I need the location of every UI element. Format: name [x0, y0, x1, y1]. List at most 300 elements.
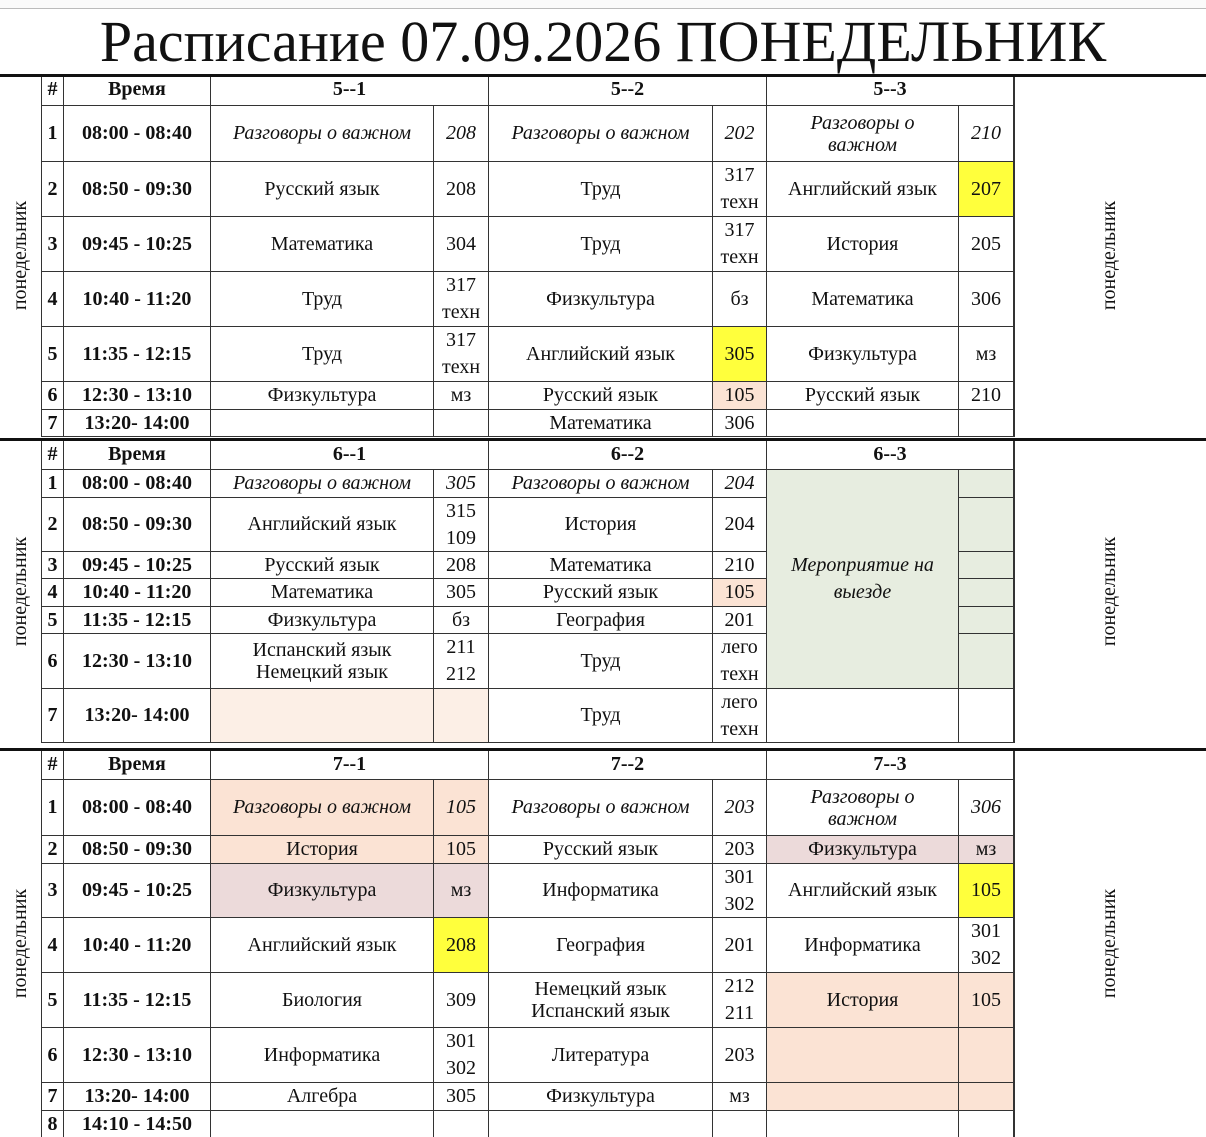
room-cell [959, 1028, 1014, 1083]
side-label-text: понедельник [1098, 200, 1121, 311]
lesson-time: 10:40 - 11:20 [64, 272, 211, 327]
subject-cell [767, 1083, 959, 1111]
text-line: мз [729, 1085, 750, 1107]
room-cell [713, 973, 767, 1028]
text-line: Русский язык [804, 384, 921, 406]
text-line: 212 [724, 975, 755, 997]
text-line: бз [451, 608, 471, 631]
text-line: 317 [724, 219, 755, 241]
text-line: 204 [724, 513, 755, 535]
subject-cell [211, 106, 434, 162]
text-line: Физкультура [267, 608, 377, 631]
header-time: Время [64, 74, 211, 106]
text-line: Физкультура [546, 287, 655, 310]
text-line: 306 [971, 287, 1001, 310]
room-cell [434, 918, 489, 973]
side-label-left [0, 439, 41, 743]
text-line: 201 [724, 933, 755, 956]
text-line: История [826, 232, 899, 255]
text-line: Математика [549, 553, 652, 576]
subject-cell [211, 864, 434, 918]
text-line: История [826, 988, 899, 1011]
text-line: 301 [724, 865, 755, 888]
text-line: 105 [446, 838, 476, 860]
text-line: Труд [301, 287, 343, 310]
text-line: Русский язык [542, 581, 659, 603]
text-line: 204 [724, 472, 755, 494]
subject-cell [211, 498, 434, 552]
lesson-time: 08:50 - 09:30 [64, 162, 211, 217]
grid-line [1014, 439, 1015, 743]
lesson-time: 08:00 - 08:40 [64, 470, 211, 498]
subject-cell [211, 973, 434, 1028]
side-label-text: понедельник [9, 200, 32, 311]
subject-cell [211, 217, 434, 272]
text-line: Физкультура [267, 384, 377, 406]
room-cell [959, 864, 1014, 918]
room-cell [434, 634, 489, 689]
header-num: # [42, 749, 64, 780]
text-line: Русский язык [542, 838, 659, 860]
lesson-number: 7 [42, 410, 64, 437]
text-line: Английский язык [247, 933, 397, 956]
text-line: Испанский язык [531, 1000, 670, 1022]
text-line: 210 [724, 553, 755, 576]
room-cell [959, 470, 1014, 498]
text-line: География [556, 608, 645, 631]
subject-cell [211, 918, 434, 973]
room-cell [434, 162, 489, 217]
subject-cell [767, 162, 959, 217]
lesson-time: 08:00 - 08:40 [64, 780, 211, 836]
text-line: Физкультура [808, 342, 917, 365]
text-line: 105 [724, 581, 755, 603]
text-line: Разговоры о [810, 785, 915, 808]
room-cell [959, 579, 1014, 607]
room-cell [959, 1083, 1014, 1111]
subject-cell [489, 579, 713, 607]
room-cell [434, 864, 489, 918]
room-cell [959, 382, 1014, 410]
room-cell [434, 552, 489, 579]
room-cell [713, 836, 767, 864]
subject-cell [767, 410, 959, 437]
text-line: лего [721, 636, 758, 658]
side-label-right [1014, 74, 1206, 437]
lesson-number: 7 [42, 689, 64, 743]
subject-cell [489, 217, 713, 272]
subject-cell [489, 106, 713, 162]
text-line: 105 [971, 988, 1001, 1011]
room-cell [713, 410, 767, 437]
lesson-time: 14:10 - 14:50 [64, 1111, 211, 1137]
text-line: 305 [446, 1085, 476, 1107]
text-line: 317 [446, 329, 476, 351]
subject-cell [211, 410, 434, 437]
subject-cell [767, 382, 959, 410]
top-ruler [0, 0, 1206, 9]
text-line: Разговоры о важном [232, 122, 412, 144]
text-line: 202 [724, 122, 755, 144]
room-cell [713, 327, 767, 382]
text-line: 302 [971, 947, 1001, 969]
class-header-7--2: 7--2 [489, 749, 767, 780]
room-cell [713, 217, 767, 272]
text-line: Алгебра [286, 1085, 358, 1107]
subject-cell [211, 327, 434, 382]
room-cell [959, 272, 1014, 327]
lesson-number: 1 [42, 780, 64, 836]
lesson-number: 4 [42, 579, 64, 607]
text-line: техн [720, 717, 759, 740]
text-line: Русский язык [542, 384, 659, 406]
text-line: техн [720, 191, 759, 213]
room-cell [959, 410, 1014, 437]
text-line: 305 [446, 472, 476, 494]
subject-cell [489, 1028, 713, 1083]
room-cell [434, 217, 489, 272]
text-line: 304 [446, 232, 476, 255]
lesson-time: 13:20- 14:00 [64, 689, 211, 743]
lesson-time: 08:50 - 09:30 [64, 836, 211, 864]
class-header-6--1: 6--1 [211, 439, 489, 470]
subject-cell [767, 864, 959, 918]
text-line: 309 [446, 988, 476, 1011]
lesson-number: 6 [42, 634, 64, 689]
lesson-time: 11:35 - 12:15 [64, 607, 211, 634]
lesson-number: 1 [42, 106, 64, 162]
room-cell [959, 217, 1014, 272]
lesson-number: 5 [42, 973, 64, 1028]
side-label-left [0, 749, 41, 1137]
text-line: Труд [301, 342, 343, 365]
text-line: 210 [971, 384, 1001, 406]
text-line: Математика [270, 232, 374, 255]
text-line: Разговоры о важном [511, 796, 690, 818]
room-cell [713, 918, 767, 973]
lesson-number: 8 [42, 1111, 64, 1137]
text-line: техн [720, 663, 759, 685]
block-separator [0, 74, 1206, 77]
room-cell [713, 1111, 767, 1137]
text-line: важном [827, 807, 898, 830]
block-separator [0, 438, 1206, 441]
text-line: 211 [446, 636, 476, 658]
text-line: техн [441, 356, 481, 378]
text-line: Немецкий язык [534, 978, 667, 1000]
text-line: География [556, 933, 645, 956]
text-line: Физкультура [267, 879, 377, 901]
text-line: Труд [580, 177, 621, 200]
text-line: 208 [446, 122, 476, 144]
subject-cell [489, 689, 713, 743]
text-line: Русский язык [264, 553, 380, 576]
text-line: мз [975, 342, 997, 365]
text-line: История [564, 513, 637, 535]
lesson-number: 6 [42, 382, 64, 410]
subject-cell [211, 470, 434, 498]
text-line: бз [730, 287, 749, 310]
text-line: Английский язык [788, 177, 937, 200]
side-label-right [1014, 439, 1206, 743]
text-line: Математика [811, 287, 914, 310]
room-cell [713, 780, 767, 836]
subject-cell [211, 1083, 434, 1111]
room-cell [713, 607, 767, 634]
room-cell [713, 1028, 767, 1083]
lesson-time: 12:30 - 13:10 [64, 382, 211, 410]
subject-cell [489, 410, 713, 437]
text-line: мз [975, 838, 997, 860]
room-cell [434, 579, 489, 607]
lesson-number: 5 [42, 327, 64, 382]
room-cell [959, 1111, 1014, 1137]
text-line: 305 [446, 581, 476, 603]
subject-cell [489, 780, 713, 836]
subject-cell [211, 552, 434, 579]
subject-cell [211, 836, 434, 864]
lesson-time: 10:40 - 11:20 [64, 918, 211, 973]
lesson-number: 5 [42, 607, 64, 634]
subject-cell [767, 1028, 959, 1083]
text-line: 201 [724, 608, 755, 631]
text-line: Разговоры о важном [511, 122, 690, 144]
room-cell [713, 1083, 767, 1111]
room-cell [959, 836, 1014, 864]
lesson-time: 10:40 - 11:20 [64, 579, 211, 607]
subject-cell [767, 327, 959, 382]
lesson-number: 3 [42, 552, 64, 579]
lesson-number: 4 [42, 272, 64, 327]
subject-cell [489, 864, 713, 918]
subject-cell [489, 498, 713, 552]
text-line: Труд [580, 649, 621, 672]
class-header-7--1: 7--1 [211, 749, 489, 780]
text-line: Математика [549, 411, 652, 434]
room-cell [959, 973, 1014, 1028]
text-line: Биология [281, 988, 362, 1011]
text-line: 205 [971, 232, 1001, 255]
side-label-text: понедельник [9, 888, 32, 999]
header-time: Время [64, 749, 211, 780]
subject-cell [767, 1111, 959, 1137]
lesson-time: 12:30 - 13:10 [64, 1028, 211, 1083]
text-line: 317 [724, 164, 755, 186]
header-time: Время [64, 439, 211, 470]
schedule-sheet [0, 74, 1206, 1137]
grid-line [1014, 74, 1015, 437]
text-line: Разговоры о важном [232, 472, 412, 494]
text-line: 105 [446, 796, 476, 818]
room-cell [959, 162, 1014, 217]
text-line: Разговоры о важном [511, 472, 690, 494]
lesson-number: 2 [42, 836, 64, 864]
room-cell [959, 607, 1014, 634]
lesson-number: 7 [42, 1083, 64, 1111]
lesson-number: 6 [42, 1028, 64, 1083]
room-cell [434, 382, 489, 410]
room-cell [434, 607, 489, 634]
text-line: История [286, 838, 358, 860]
subject-cell [489, 272, 713, 327]
text-line: Физкультура [546, 1085, 655, 1107]
room-cell [434, 327, 489, 382]
lesson-time: 12:30 - 13:10 [64, 634, 211, 689]
event-cell [767, 470, 959, 689]
subject-cell [489, 1111, 713, 1137]
subject-cell [211, 382, 434, 410]
text-line: Информатика [804, 933, 921, 956]
room-cell [959, 552, 1014, 579]
text-line: 315 [446, 499, 476, 522]
text-line: 306 [971, 796, 1001, 818]
subject-cell [489, 327, 713, 382]
subject-cell [767, 272, 959, 327]
room-cell [434, 1083, 489, 1111]
room-cell [434, 973, 489, 1028]
text-line: мз [450, 384, 472, 406]
text-line: 105 [971, 879, 1001, 901]
side-label-text: понедельник [1098, 888, 1121, 999]
text-line: техн [441, 301, 481, 323]
room-cell [959, 498, 1014, 552]
lesson-number: 4 [42, 918, 64, 973]
subject-cell [211, 1111, 434, 1137]
lesson-time: 09:45 - 10:25 [64, 864, 211, 918]
room-cell [959, 780, 1014, 836]
room-cell [713, 552, 767, 579]
room-cell [713, 498, 767, 552]
text-line: Английский язык [526, 342, 675, 365]
text-line: Испанский язык [252, 639, 392, 661]
text-line: 208 [446, 933, 476, 956]
text-line: Труд [580, 232, 621, 255]
text-line: Информатика [542, 879, 659, 901]
subject-cell [767, 780, 959, 836]
text-line: 109 [446, 526, 476, 549]
text-line: 306 [724, 411, 755, 434]
text-line: Русский язык [264, 177, 380, 200]
room-cell [713, 382, 767, 410]
subject-cell [489, 552, 713, 579]
text-line: 302 [724, 892, 755, 915]
class-header-5--1: 5--1 [211, 74, 489, 106]
text-line: 208 [446, 177, 476, 200]
text-line: Английский язык [247, 513, 397, 535]
subject-cell [767, 689, 959, 743]
subject-cell [211, 162, 434, 217]
text-line: 207 [971, 177, 1001, 200]
lesson-time: 09:45 - 10:25 [64, 552, 211, 579]
room-cell [713, 470, 767, 498]
room-cell [959, 918, 1014, 973]
subject-cell [211, 634, 434, 689]
subject-cell [211, 579, 434, 607]
class-header-6--2: 6--2 [489, 439, 767, 470]
side-label-left [0, 74, 41, 437]
room-cell [959, 327, 1014, 382]
room-cell [713, 106, 767, 162]
text-line: Литература [551, 1043, 650, 1066]
side-label-right [1014, 749, 1206, 1137]
subject-cell [489, 607, 713, 634]
subject-cell [767, 217, 959, 272]
room-cell [434, 1028, 489, 1083]
text-line: важном [827, 133, 898, 156]
lesson-number: 3 [42, 864, 64, 918]
room-cell [434, 470, 489, 498]
side-label-text: понедельник [9, 536, 32, 646]
room-cell [434, 410, 489, 437]
subject-cell [211, 1028, 434, 1083]
text-line: Разговоры о [810, 111, 915, 134]
text-line: техн [720, 246, 759, 268]
subject-cell [211, 689, 434, 743]
subject-cell [767, 973, 959, 1028]
subject-cell [489, 836, 713, 864]
room-cell [713, 689, 767, 743]
text-line: 301 [446, 1030, 476, 1052]
text-line: 305 [724, 342, 755, 365]
room-cell [959, 689, 1014, 743]
subject-cell [489, 634, 713, 689]
text-line: 211 [724, 1002, 755, 1024]
subject-cell [211, 272, 434, 327]
lesson-time: 11:35 - 12:15 [64, 327, 211, 382]
lesson-time: 08:00 - 08:40 [64, 106, 211, 162]
text-line: 317 [446, 274, 476, 296]
block-separator [0, 748, 1206, 751]
page-title: Расписание 07.09.2026 ПОНЕДЕЛЬНИК [99, 9, 1107, 74]
subject-cell [211, 780, 434, 836]
text-line: 203 [724, 1043, 755, 1066]
header-num: # [42, 74, 64, 106]
subject-cell [767, 106, 959, 162]
room-cell [434, 272, 489, 327]
room-cell [713, 272, 767, 327]
text-line: Английский язык [788, 879, 937, 901]
text-line: Математика [270, 581, 374, 603]
subject-cell [489, 918, 713, 973]
header-num: # [42, 439, 64, 470]
room-cell [713, 579, 767, 607]
text-line: Физкультура [808, 838, 917, 860]
lesson-time: 13:20- 14:00 [64, 410, 211, 437]
subject-cell [489, 382, 713, 410]
class-header-6--3: 6--3 [767, 439, 1014, 470]
text-line: Труд [580, 704, 621, 726]
subject-cell [489, 973, 713, 1028]
room-cell [959, 106, 1014, 162]
room-cell [434, 106, 489, 162]
room-cell [713, 864, 767, 918]
text-line: 203 [724, 796, 755, 818]
text-line: мз [450, 879, 472, 901]
text-line: 210 [971, 122, 1001, 144]
text-line: Информатика [263, 1043, 381, 1066]
text-line: 203 [724, 838, 755, 860]
lesson-time: 09:45 - 10:25 [64, 217, 211, 272]
subject-cell [489, 470, 713, 498]
text-line: 105 [724, 384, 755, 406]
text-line: 208 [446, 553, 476, 576]
subject-cell [767, 918, 959, 973]
grid-line [1014, 749, 1015, 1137]
text-line: Немецкий язык [256, 661, 388, 683]
room-cell [959, 634, 1014, 689]
text-line: выезде [833, 581, 892, 603]
text-line: Разговоры о важном [232, 796, 412, 818]
